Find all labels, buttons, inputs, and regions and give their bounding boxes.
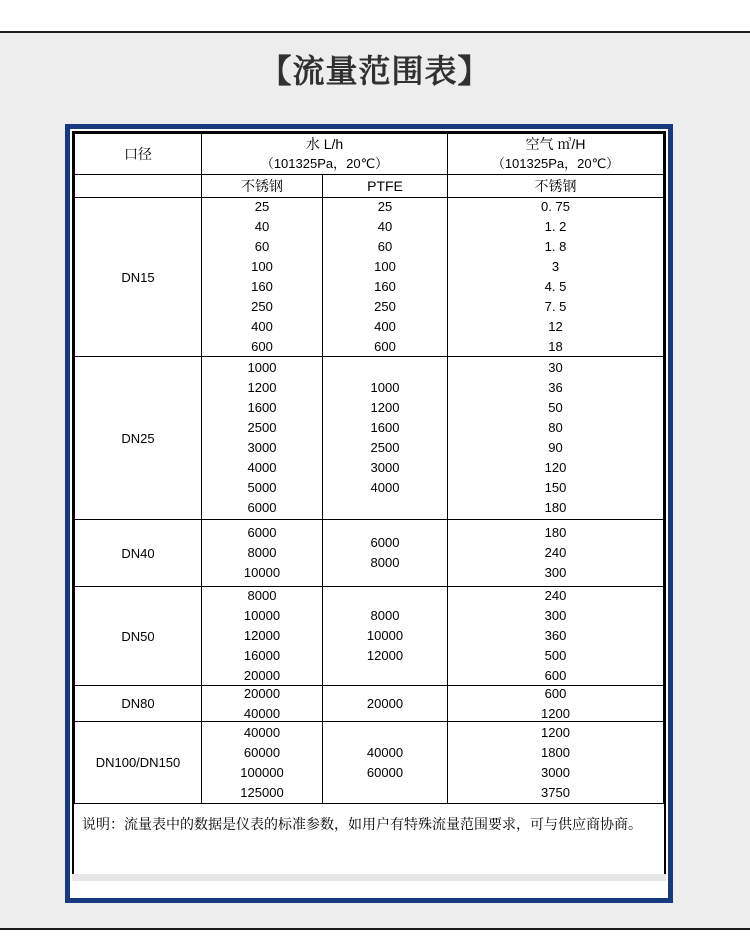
air-ss-cell — [448, 357, 664, 520]
table-value: 10000 — [243, 608, 281, 623]
air-ss-cell — [448, 587, 664, 686]
table-value: 1000 — [247, 360, 277, 375]
air-ss-cell — [448, 686, 664, 722]
table-value: 8000 — [370, 608, 400, 623]
water-ss-cell — [202, 587, 323, 686]
table-value: 400 — [251, 319, 273, 334]
table-value: 20000 — [366, 695, 404, 711]
diameter-cell: DN15 — [75, 198, 202, 357]
table-value: 100 — [374, 259, 396, 274]
diameter-cell: DN40 — [75, 520, 202, 587]
table-value: 40000 — [243, 705, 281, 721]
table-value: 4. 5 — [544, 279, 567, 294]
table-value: 100000 — [240, 764, 284, 780]
table-value: 250 — [251, 299, 273, 314]
header-air-condition: （101325Pa，20℃） — [491, 156, 620, 171]
table-value: 240 — [544, 588, 567, 603]
table-value: 600 — [544, 685, 567, 701]
table-value: 160 — [374, 279, 396, 294]
ptfe-cell — [323, 520, 448, 587]
table-row-dn100-dn150 — [75, 722, 664, 804]
table-value: 3000 — [247, 440, 277, 455]
table-value: 4000 — [370, 480, 400, 495]
air-ss-cell — [448, 198, 664, 357]
table-value: 1. 2 — [544, 219, 567, 234]
header-water-stainless: 不锈钢 — [202, 175, 323, 198]
table-value: 10000 — [366, 628, 404, 643]
ptfe-cell — [323, 198, 448, 357]
ptfe-cell — [323, 686, 448, 722]
table-value: 36 — [548, 380, 563, 395]
table-row-dn50 — [75, 587, 664, 686]
table-value: 1200 — [541, 705, 570, 721]
table-value: 18 — [548, 339, 563, 354]
table-value: 3000 — [370, 460, 400, 475]
bottom-divider-line — [0, 928, 750, 949]
table-value: 6000 — [247, 500, 277, 515]
table-value: 125000 — [240, 784, 284, 800]
flow-range-table — [74, 133, 664, 804]
table-value: 1200 — [541, 724, 570, 740]
top-divider-line — [0, 0, 750, 33]
bottom-gray-strip — [72, 874, 666, 881]
water-ss-cell — [202, 686, 323, 722]
water-ss-cell — [202, 520, 323, 587]
table-value: 60 — [254, 239, 270, 254]
table-value: 1000 — [370, 380, 400, 395]
water-ss-cell — [202, 198, 323, 357]
table-value: 50 — [548, 400, 563, 415]
table-value: 40 — [254, 219, 270, 234]
table-value: 600 — [544, 668, 567, 683]
header-row-materials — [75, 175, 664, 198]
table-value: 1800 — [541, 744, 570, 760]
table-value: 100 — [251, 259, 273, 274]
table-note: 说明：流量表中的数据是仪表的标准参数，如用户有特殊流量范围要求，可与供应商协商。 — [72, 803, 666, 874]
table-value: 180 — [544, 500, 567, 515]
flow-range-panel — [65, 124, 673, 903]
header-diameter: 口径 — [75, 134, 202, 175]
air-ss-cell — [448, 722, 664, 804]
header-row-units — [75, 134, 664, 175]
table-value: 1200 — [370, 400, 400, 415]
table-value: 600 — [251, 339, 273, 354]
table-value: 300 — [544, 608, 567, 623]
table-value: 12 — [548, 319, 563, 334]
table-value: 60 — [377, 239, 393, 254]
table-value: 1. 8 — [544, 239, 567, 254]
table-value: 10000 — [243, 565, 281, 580]
table-value: 3750 — [541, 784, 570, 800]
table-value: 1600 — [370, 420, 400, 435]
table-value: 12000 — [366, 648, 404, 663]
water-ss-cell — [202, 722, 323, 804]
table-value: 8000 — [370, 555, 400, 570]
table-value: 300 — [544, 565, 567, 580]
table-value: 60000 — [243, 744, 281, 760]
table-value: 120 — [544, 460, 567, 475]
table-value: 25 — [377, 199, 393, 214]
table-value: 80 — [548, 420, 563, 435]
table-value: 60000 — [366, 764, 404, 780]
table-value: 12000 — [243, 628, 281, 643]
header-empty-cell — [75, 175, 202, 198]
table-row-dn40 — [75, 520, 664, 587]
table-value: 150 — [544, 480, 567, 495]
header-air-label: 空气 ㎥/H — [525, 136, 586, 152]
ptfe-cell — [323, 587, 448, 686]
table-value: 8000 — [247, 545, 277, 560]
table-value: 0. 75 — [541, 199, 570, 214]
table-value: 40000 — [366, 744, 404, 760]
table-value: 7. 5 — [544, 299, 567, 314]
diameter-cell: DN50 — [75, 587, 202, 686]
table-value: 400 — [374, 319, 396, 334]
table-value: 500 — [544, 648, 567, 663]
table-value: 2500 — [370, 440, 400, 455]
table-value: 5000 — [247, 480, 277, 495]
table-row-dn15 — [75, 198, 664, 357]
table-value: 40000 — [243, 724, 281, 740]
table-value: 8000 — [247, 588, 277, 603]
diameter-cell: DN25 — [75, 357, 202, 520]
table-value: 3 — [551, 259, 560, 274]
table-value: 180 — [544, 525, 567, 540]
table-value: 90 — [548, 440, 563, 455]
water-ss-cell — [202, 357, 323, 520]
table-value: 40 — [377, 219, 393, 234]
header-air-stainless: 不锈钢 — [448, 175, 664, 198]
table-value: 360 — [544, 628, 567, 643]
table-value: 16000 — [243, 648, 281, 663]
diameter-cell: DN80 — [75, 686, 202, 722]
header-air — [448, 134, 664, 175]
table-value: 20000 — [243, 685, 281, 701]
table-value: 3000 — [541, 764, 570, 780]
table-value: 2500 — [247, 420, 277, 435]
ptfe-cell — [323, 357, 448, 520]
diameter-cell: DN100/DN150 — [75, 722, 202, 804]
table-value: 20000 — [243, 668, 281, 683]
header-water-label: 水 L/h — [305, 136, 344, 152]
ptfe-cell — [323, 722, 448, 804]
table-value: 1200 — [247, 380, 277, 395]
header-water — [202, 134, 448, 175]
flow-range-table-frame — [72, 131, 666, 804]
table-value: 6000 — [370, 535, 400, 550]
table-row-dn80 — [75, 686, 664, 722]
header-water-ptfe: PTFE — [323, 175, 448, 198]
air-ss-cell — [448, 520, 664, 587]
table-value: 160 — [251, 279, 273, 294]
table-value: 25 — [254, 199, 270, 214]
table-value: 250 — [374, 299, 396, 314]
table-value: 30 — [548, 360, 563, 375]
table-value: 4000 — [247, 460, 277, 475]
page-title: 【流量范围表】 — [259, 53, 491, 89]
header-water-condition: （101325Pa，20℃） — [260, 156, 389, 171]
table-value: 240 — [544, 545, 567, 560]
table-row-dn25 — [75, 357, 664, 520]
table-value: 1600 — [247, 400, 277, 415]
table-value: 600 — [374, 339, 396, 354]
table-value: 6000 — [247, 525, 277, 540]
